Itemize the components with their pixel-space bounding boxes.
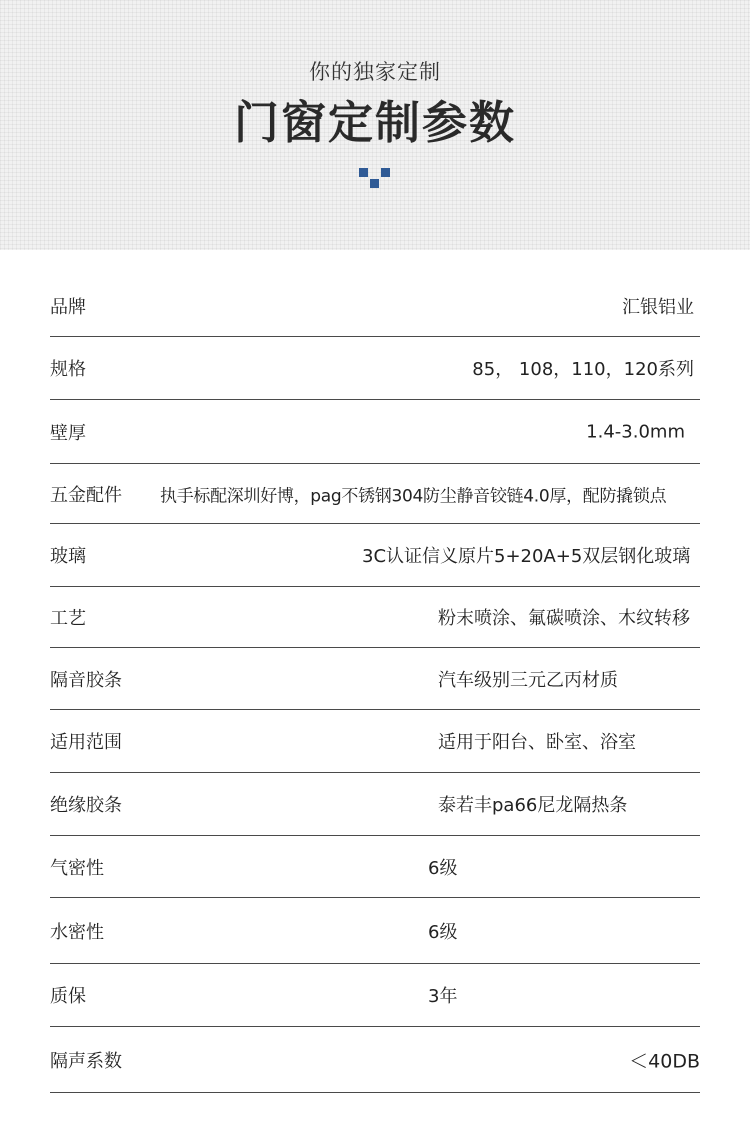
param-label: 规格 xyxy=(50,359,86,380)
param-value: 粉末喷涂、氟碳喷涂、木纹转移 xyxy=(438,608,690,629)
header-banner xyxy=(0,0,750,250)
page-title: 门窗定制参数 xyxy=(233,96,516,149)
param-row-water-tightness xyxy=(50,898,700,964)
param-label: 隔声系数 xyxy=(50,1050,122,1072)
param-value: 3C认证信义原片5+20A+5双层钢化玻璃 xyxy=(362,546,691,567)
param-row-sound-insulation xyxy=(50,1027,700,1093)
parameter-table xyxy=(50,275,700,1093)
param-row-warranty xyxy=(50,964,700,1027)
param-label: 质保 xyxy=(50,986,86,1007)
param-value: 6级 xyxy=(428,857,458,879)
param-value: 3年 xyxy=(428,986,458,1007)
param-value: ＜40DB xyxy=(629,1050,700,1072)
param-row-wall-thickness xyxy=(50,400,700,464)
param-row-process xyxy=(50,587,700,648)
param-row-air-tightness xyxy=(50,836,700,898)
param-label: 壁厚 xyxy=(50,422,86,444)
param-row-hardware xyxy=(50,464,700,524)
param-value: 执手标配深圳好博，pag不锈钢304防尘静音铰链4.0厚，配防撬锁点 xyxy=(160,486,667,506)
subtitle: 你的独家定制 xyxy=(309,60,441,84)
param-label: 隔音胶条 xyxy=(50,669,122,691)
param-label: 五金配件 xyxy=(50,484,122,506)
param-label: 绝缘胶条 xyxy=(50,795,122,816)
param-label: 气密性 xyxy=(50,857,104,879)
param-value: 汇银铝业 xyxy=(622,296,694,318)
param-label: 适用范围 xyxy=(50,732,122,753)
decorative-squares-icon xyxy=(359,168,391,192)
param-value: 1.4-3.0mm xyxy=(586,421,685,442)
param-label: 玻璃 xyxy=(50,546,86,567)
param-row-glass xyxy=(50,524,700,587)
param-row-scope xyxy=(50,710,700,773)
param-label: 工艺 xyxy=(50,608,86,629)
param-row-insulation-strip xyxy=(50,773,700,836)
param-label: 水密性 xyxy=(50,921,104,943)
param-row-spec xyxy=(50,337,700,400)
param-value: 适用于阳台、卧室、浴室 xyxy=(438,732,636,753)
param-value: 85， 108，110，120系列 xyxy=(472,359,694,380)
param-value: 泰若丰pa66尼龙隔热条 xyxy=(438,795,628,816)
param-value: 6级 xyxy=(428,921,458,943)
param-value: 汽车级别三元乙丙材质 xyxy=(438,669,618,691)
param-row-brand xyxy=(50,275,700,337)
param-row-sound-strip xyxy=(50,648,700,710)
param-label: 品牌 xyxy=(50,296,86,318)
